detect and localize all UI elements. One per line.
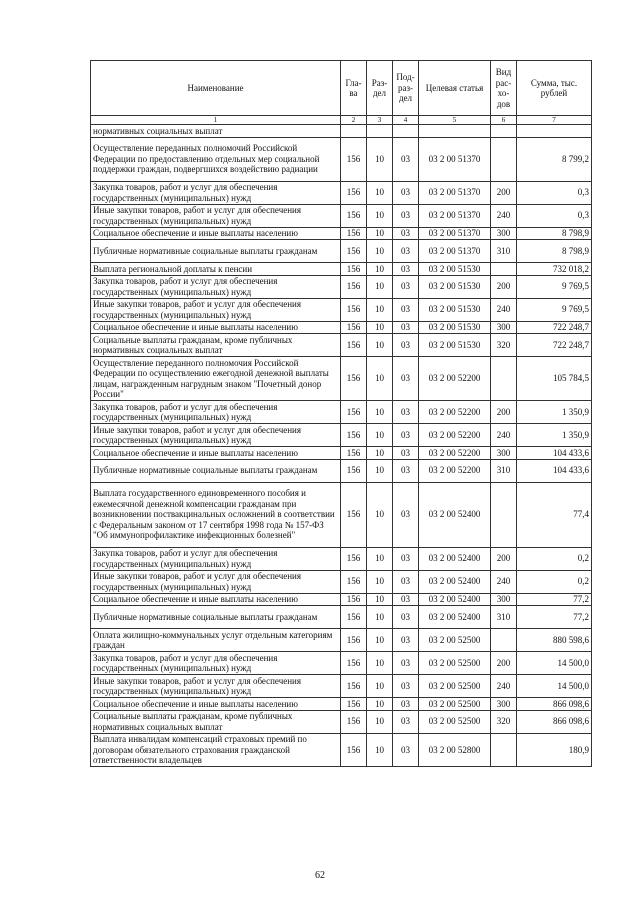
- row-name-cell: Иные закупки товаров, работ и услуг для обеспечения государственных (муниципальных) нужд: [91, 424, 341, 447]
- row-razdel-cell: 10: [367, 298, 393, 321]
- row-glava-cell: 156: [341, 570, 367, 593]
- table-body: [91, 125, 592, 767]
- column-number: 2: [341, 116, 367, 125]
- row-name-cell: Публичные нормативные социальные выплаты гражданам: [91, 606, 341, 629]
- row-glava-cell: 156: [341, 240, 367, 263]
- table-row: [91, 606, 592, 629]
- row-vid-cell: [491, 482, 517, 547]
- row-tselevaya-cell: 03 2 00 51370: [419, 240, 491, 263]
- row-sum-cell: 722 248,7: [517, 321, 592, 334]
- table-row: [91, 181, 592, 204]
- table-row: [91, 459, 592, 482]
- table-row: [91, 275, 592, 298]
- row-podrazdel-cell: 03: [393, 137, 419, 181]
- row-podrazdel-cell: 03: [393, 275, 419, 298]
- row-sum-cell: 14 500,0: [517, 652, 592, 675]
- header-razdel: Раз-дел: [367, 61, 393, 116]
- table-row: [91, 125, 592, 138]
- row-razdel-cell: 10: [367, 240, 393, 263]
- row-podrazdel-cell: 03: [393, 710, 419, 733]
- row-podrazdel-cell: 03: [393, 298, 419, 321]
- row-razdel-cell: 10: [367, 227, 393, 240]
- row-razdel-cell: 10: [367, 263, 393, 276]
- row-glava-cell: 156: [341, 334, 367, 357]
- row-razdel-cell: 10: [367, 733, 393, 767]
- table-row: [91, 240, 592, 263]
- row-sum-cell: 104 433,6: [517, 447, 592, 460]
- table-row: [91, 675, 592, 698]
- row-glava-cell: 156: [341, 227, 367, 240]
- table-row: [91, 593, 592, 606]
- row-name-cell: Выплата инвалидам компенсаций страховых премий по договорам обязательного страхования гражданской ответственности владельцев: [91, 733, 341, 767]
- row-razdel-cell: 10: [367, 606, 393, 629]
- row-name-cell: Иные закупки товаров, работ и услуг для обеспечения государственных (муниципальных) нужд: [91, 298, 341, 321]
- row-glava-cell: 156: [341, 447, 367, 460]
- row-podrazdel-cell: 03: [393, 401, 419, 424]
- row-glava-cell: 156: [341, 298, 367, 321]
- row-glava-cell: 156: [341, 321, 367, 334]
- row-podrazdel-cell: 03: [393, 334, 419, 357]
- row-podrazdel-cell: 03: [393, 733, 419, 767]
- row-razdel-cell: 10: [367, 570, 393, 593]
- table-row: [91, 482, 592, 547]
- row-name-cell: Осуществление переданного полномочия Российской Федерации по осуществлению ежегодной денежной выплаты лицам, награжденным нагрудным знаком "Почетный донор России": [91, 357, 341, 401]
- column-number: 3: [367, 116, 393, 125]
- row-glava-cell: [341, 125, 367, 138]
- row-vid-cell: 300: [491, 698, 517, 711]
- row-tselevaya-cell: 03 2 00 52400: [419, 593, 491, 606]
- row-vid-cell: [491, 357, 517, 401]
- row-podrazdel-cell: 03: [393, 606, 419, 629]
- table-row: [91, 298, 592, 321]
- row-vid-cell: 200: [491, 275, 517, 298]
- table-row: [91, 227, 592, 240]
- table-header-row: [91, 61, 592, 116]
- row-razdel-cell: 10: [367, 710, 393, 733]
- row-glava-cell: 156: [341, 606, 367, 629]
- row-sum-cell: 0,2: [517, 547, 592, 570]
- row-name-cell: Публичные нормативные социальные выплаты гражданам: [91, 459, 341, 482]
- row-glava-cell: 156: [341, 263, 367, 276]
- row-vid-cell: 300: [491, 593, 517, 606]
- row-podrazdel-cell: 03: [393, 321, 419, 334]
- row-name-cell: Иные закупки товаров, работ и услуг для обеспечения государственных (муниципальных) нужд: [91, 570, 341, 593]
- row-vid-cell: 300: [491, 321, 517, 334]
- row-glava-cell: 156: [341, 357, 367, 401]
- row-tselevaya-cell: 03 2 00 51530: [419, 334, 491, 357]
- row-tselevaya-cell: [419, 125, 491, 138]
- row-razdel-cell: 10: [367, 401, 393, 424]
- row-glava-cell: 156: [341, 593, 367, 606]
- row-sum-cell: 866 098,6: [517, 710, 592, 733]
- row-sum-cell: 9 769,5: [517, 275, 592, 298]
- row-tselevaya-cell: 03 2 00 52400: [419, 547, 491, 570]
- table-row: [91, 357, 592, 401]
- row-sum-cell: 105 784,5: [517, 357, 592, 401]
- column-number: 4: [393, 116, 419, 125]
- row-vid-cell: 200: [491, 652, 517, 675]
- row-razdel-cell: 10: [367, 698, 393, 711]
- table-row: [91, 733, 592, 767]
- row-name-cell: Социальное обеспечение и иные выплаты населению: [91, 447, 341, 460]
- row-tselevaya-cell: 03 2 00 51370: [419, 181, 491, 204]
- row-name-cell: Выплата региональной доплаты к пенсии: [91, 263, 341, 276]
- row-name-cell: Социальные выплаты гражданам, кроме публичных нормативных социальных выплат: [91, 334, 341, 357]
- row-razdel-cell: 10: [367, 629, 393, 652]
- row-tselevaya-cell: 03 2 00 52200: [419, 401, 491, 424]
- row-name-cell: Социальное обеспечение и иные выплаты населению: [91, 321, 341, 334]
- row-podrazdel-cell: 03: [393, 570, 419, 593]
- row-sum-cell: [517, 125, 592, 138]
- row-glava-cell: 156: [341, 547, 367, 570]
- row-name-cell: Публичные нормативные социальные выплаты гражданам: [91, 240, 341, 263]
- row-name-cell: Закупка товаров, работ и услуг для обеспечения государственных (муниципальных) нужд: [91, 275, 341, 298]
- row-sum-cell: 722 248,7: [517, 334, 592, 357]
- row-vid-cell: [491, 733, 517, 767]
- row-name-cell: Выплата государственного единовременного пособия и ежемесячной денежной компенсации гражданам при возникновении поствакцинальных осложнений в соответствии с Федеральным законом от 17 сентября 1998 года № 157-ФЗ "Об иммунопрофилактике инфекционных болезней": [91, 482, 341, 547]
- row-vid-cell: 320: [491, 710, 517, 733]
- row-name-cell: Иные закупки товаров, работ и услуг для обеспечения государственных (муниципальных) нужд: [91, 675, 341, 698]
- row-name-cell: Осуществление переданных полномочий Российской Федерации по предоставлению отдельных мер социальной поддержки граждан, подвергшихся воздействию радиации: [91, 137, 341, 181]
- row-podrazdel-cell: 03: [393, 424, 419, 447]
- row-razdel-cell: 10: [367, 482, 393, 547]
- row-tselevaya-cell: 03 2 00 52500: [419, 652, 491, 675]
- row-tselevaya-cell: 03 2 00 52400: [419, 606, 491, 629]
- row-tselevaya-cell: 03 2 00 51370: [419, 227, 491, 240]
- row-glava-cell: 156: [341, 710, 367, 733]
- row-razdel-cell: 10: [367, 334, 393, 357]
- row-sum-cell: 0,2: [517, 570, 592, 593]
- row-glava-cell: 156: [341, 482, 367, 547]
- table-row: [91, 137, 592, 181]
- row-vid-cell: [491, 137, 517, 181]
- table-row: [91, 263, 592, 276]
- header-summa: Сумма, тыс. рублей: [517, 61, 592, 116]
- table-row: [91, 321, 592, 334]
- row-sum-cell: 0,3: [517, 181, 592, 204]
- header-glava: Гла-ва: [341, 61, 367, 116]
- row-razdel-cell: 10: [367, 424, 393, 447]
- row-podrazdel-cell: 03: [393, 357, 419, 401]
- row-glava-cell: 156: [341, 733, 367, 767]
- table-row: [91, 334, 592, 357]
- row-vid-cell: 200: [491, 547, 517, 570]
- table-row: [91, 652, 592, 675]
- row-vid-cell: [491, 263, 517, 276]
- row-vid-cell: 310: [491, 240, 517, 263]
- row-vid-cell: 300: [491, 227, 517, 240]
- row-vid-cell: [491, 125, 517, 138]
- column-number: 7: [517, 116, 592, 125]
- row-glava-cell: 156: [341, 652, 367, 675]
- table-row: [91, 401, 592, 424]
- row-podrazdel-cell: 03: [393, 204, 419, 227]
- table-row: [91, 698, 592, 711]
- row-podrazdel-cell: 03: [393, 698, 419, 711]
- row-tselevaya-cell: 03 2 00 52200: [419, 447, 491, 460]
- row-vid-cell: 240: [491, 570, 517, 593]
- row-glava-cell: 156: [341, 275, 367, 298]
- row-podrazdel-cell: 03: [393, 652, 419, 675]
- row-razdel-cell: [367, 125, 393, 138]
- column-number: 1: [91, 116, 341, 125]
- row-tselevaya-cell: 03 2 00 51370: [419, 204, 491, 227]
- row-tselevaya-cell: 03 2 00 51530: [419, 275, 491, 298]
- row-sum-cell: 104 433,6: [517, 459, 592, 482]
- row-sum-cell: 866 098,6: [517, 698, 592, 711]
- row-sum-cell: 14 500,0: [517, 675, 592, 698]
- row-razdel-cell: 10: [367, 181, 393, 204]
- row-sum-cell: 732 018,2: [517, 263, 592, 276]
- row-vid-cell: 200: [491, 401, 517, 424]
- column-number: 5: [419, 116, 491, 125]
- row-glava-cell: 156: [341, 204, 367, 227]
- row-glava-cell: 156: [341, 181, 367, 204]
- column-number: 6: [491, 116, 517, 125]
- row-glava-cell: 156: [341, 675, 367, 698]
- row-tselevaya-cell: 03 2 00 52200: [419, 424, 491, 447]
- table-row: [91, 629, 592, 652]
- row-name-cell: Социальные выплаты гражданам, кроме публичных нормативных социальных выплат: [91, 710, 341, 733]
- row-tselevaya-cell: 03 2 00 52500: [419, 698, 491, 711]
- row-podrazdel-cell: 03: [393, 593, 419, 606]
- row-name-cell: Социальное обеспечение и иные выплаты населению: [91, 593, 341, 606]
- row-razdel-cell: 10: [367, 204, 393, 227]
- row-vid-cell: 320: [491, 334, 517, 357]
- row-name-cell: Социальное обеспечение и иные выплаты населению: [91, 227, 341, 240]
- row-glava-cell: 156: [341, 629, 367, 652]
- row-podrazdel-cell: 03: [393, 240, 419, 263]
- row-tselevaya-cell: 03 2 00 52200: [419, 357, 491, 401]
- row-name-cell: Закупка товаров, работ и услуг для обеспечения государственных (муниципальных) нужд: [91, 401, 341, 424]
- row-tselevaya-cell: 03 2 00 52500: [419, 710, 491, 733]
- row-vid-cell: 310: [491, 459, 517, 482]
- row-vid-cell: [491, 629, 517, 652]
- row-sum-cell: 77,4: [517, 482, 592, 547]
- row-tselevaya-cell: 03 2 00 52500: [419, 629, 491, 652]
- row-razdel-cell: 10: [367, 321, 393, 334]
- row-podrazdel-cell: 03: [393, 629, 419, 652]
- row-podrazdel-cell: 03: [393, 263, 419, 276]
- row-razdel-cell: 10: [367, 357, 393, 401]
- table-row: [91, 710, 592, 733]
- header-podrazdel: Под-раз-дел: [393, 61, 419, 116]
- row-sum-cell: 880 598,6: [517, 629, 592, 652]
- row-vid-cell: 200: [491, 181, 517, 204]
- row-glava-cell: 156: [341, 459, 367, 482]
- row-tselevaya-cell: 03 2 00 51530: [419, 263, 491, 276]
- row-tselevaya-cell: 03 2 00 52800: [419, 733, 491, 767]
- row-glava-cell: 156: [341, 698, 367, 711]
- row-podrazdel-cell: 03: [393, 675, 419, 698]
- row-name-cell: Социальное обеспечение и иные выплаты населению: [91, 698, 341, 711]
- table-row: [91, 204, 592, 227]
- row-podrazdel-cell: 03: [393, 181, 419, 204]
- row-name-cell: Закупка товаров, работ и услуг для обеспечения государственных (муниципальных) нужд: [91, 547, 341, 570]
- budget-table: [90, 60, 592, 767]
- row-name-cell: Иные закупки товаров, работ и услуг для обеспечения государственных (муниципальных) нужд: [91, 204, 341, 227]
- row-razdel-cell: 10: [367, 275, 393, 298]
- row-vid-cell: 240: [491, 424, 517, 447]
- row-podrazdel-cell: 03: [393, 227, 419, 240]
- row-vid-cell: 240: [491, 675, 517, 698]
- row-sum-cell: 0,3: [517, 204, 592, 227]
- row-sum-cell: 77,2: [517, 606, 592, 629]
- header-tselevaya: Целевая статья: [419, 61, 491, 116]
- page-number: 62: [315, 870, 325, 881]
- row-podrazdel-cell: 03: [393, 447, 419, 460]
- header-name: Наименование: [91, 61, 341, 116]
- row-sum-cell: 180,9: [517, 733, 592, 767]
- row-tselevaya-cell: 03 2 00 51530: [419, 298, 491, 321]
- table-row: [91, 424, 592, 447]
- row-tselevaya-cell: 03 2 00 52400: [419, 570, 491, 593]
- row-vid-cell: 310: [491, 606, 517, 629]
- row-tselevaya-cell: 03 2 00 51530: [419, 321, 491, 334]
- column-number-row: [91, 116, 592, 125]
- row-tselevaya-cell: 03 2 00 52500: [419, 675, 491, 698]
- row-razdel-cell: 10: [367, 137, 393, 181]
- row-glava-cell: 156: [341, 401, 367, 424]
- row-tselevaya-cell: 03 2 00 51370: [419, 137, 491, 181]
- row-podrazdel-cell: 03: [393, 482, 419, 547]
- row-tselevaya-cell: 03 2 00 52200: [419, 459, 491, 482]
- row-vid-cell: 240: [491, 204, 517, 227]
- row-glava-cell: 156: [341, 137, 367, 181]
- header-vid: Вид рас-хо-дов: [491, 61, 517, 116]
- row-sum-cell: 1 350,9: [517, 424, 592, 447]
- row-razdel-cell: 10: [367, 652, 393, 675]
- row-podrazdel-cell: [393, 125, 419, 138]
- row-razdel-cell: 10: [367, 447, 393, 460]
- table-row: [91, 547, 592, 570]
- row-sum-cell: 9 769,5: [517, 298, 592, 321]
- row-name-cell: Оплата жилищно-коммунальных услуг отдельным категориям граждан: [91, 629, 341, 652]
- row-razdel-cell: 10: [367, 459, 393, 482]
- row-glava-cell: 156: [341, 424, 367, 447]
- row-tselevaya-cell: 03 2 00 52400: [419, 482, 491, 547]
- table-row: [91, 447, 592, 460]
- row-sum-cell: 1 350,9: [517, 401, 592, 424]
- row-sum-cell: 8 799,2: [517, 137, 592, 181]
- row-name-cell: нормативных социальных выплат: [91, 125, 341, 138]
- row-sum-cell: 77,2: [517, 593, 592, 606]
- row-vid-cell: 300: [491, 447, 517, 460]
- row-razdel-cell: 10: [367, 547, 393, 570]
- row-podrazdel-cell: 03: [393, 459, 419, 482]
- row-razdel-cell: 10: [367, 675, 393, 698]
- row-name-cell: Закупка товаров, работ и услуг для обеспечения государственных (муниципальных) нужд: [91, 181, 341, 204]
- table-row: [91, 570, 592, 593]
- row-name-cell: Закупка товаров, работ и услуг для обеспечения государственных (муниципальных) нужд: [91, 652, 341, 675]
- row-sum-cell: 8 798,9: [517, 227, 592, 240]
- row-sum-cell: 8 798,9: [517, 240, 592, 263]
- row-podrazdel-cell: 03: [393, 547, 419, 570]
- row-vid-cell: 240: [491, 298, 517, 321]
- row-razdel-cell: 10: [367, 593, 393, 606]
